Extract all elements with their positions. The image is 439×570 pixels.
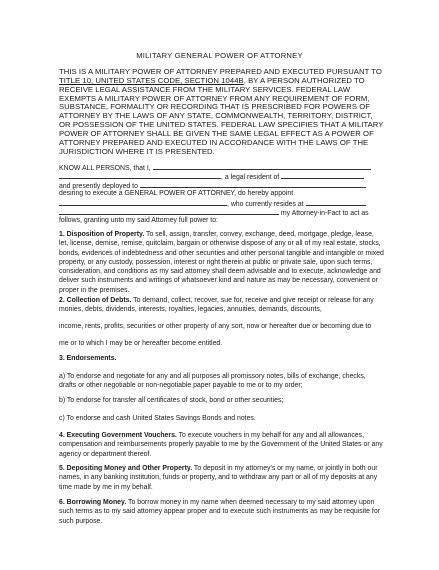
deployment-location-blank[interactable] — [140, 180, 366, 188]
know-line-2: , a legal resident of — [59, 171, 384, 182]
know-line-3: and presently deployed to — [59, 180, 384, 191]
know-line-5: , who currently resides at — [59, 198, 384, 209]
section-collection-of-debts: 2. Collection of Debts. To demand, collect, recover, sue for, receive and give receipt or release for any monies, debts, dividends, interests, royalties, legacies, annuities, demands, discounts, — [59, 297, 374, 314]
attorney-address-blank[interactable] — [306, 198, 366, 206]
section-government-vouchers: 4. Executing Government Vouchers. To execute vouchers in my behalf for any and all allowances, compensation and reimbursements properly payable to me by the Government of the United States or any agency or department thereof. — [59, 432, 383, 458]
legal-residence-blank[interactable] — [281, 171, 364, 179]
section-borrowing-money: 6. Borrowing Money. To borrow money in my name when deemed necessary to my said attorney upon such terms as to my said attorney appear proper and to execute such instruments as may be requisite for such purpose. — [59, 499, 380, 525]
section-depositing-money: 5. Depositing Money and Other Property. To deposit in my attorney's or my name, or jointly in both our names, in any banking institution, funds or property, and to withdraw any part or all of my deposits at any time made by me in my behalf. — [59, 465, 378, 491]
know-line-1: KNOW ALL PERSONS, that I, — [59, 162, 384, 173]
section-disposition-of-property: 1. Disposition of Property. To sell, assign, transfer, convey, exchange, deed, mortgage, pledge, lease, let, license, demise, remise, quitclaim, bargain or otherwise dispose of any or all of my real estate, stocks, bonds, evidences of indebtedness and other securities and other personal tangible and intangible or mixed property, or any custody, possession, interest or right therein at public or private sale, upon such terms, consideration, and conditions as my said attorney shall deem advisable and to execute, acknowledge and deliver such instruments and writings of whatsoever kind and nature as may be necessary, convenient or proper in the premises. — [59, 231, 384, 294]
know-line-4: desiring to execute a GENERAL POWER OF ATTORNEY, do hereby appoint — [59, 190, 294, 197]
principal-name-blank[interactable] — [153, 162, 371, 170]
intro-text-start: THIS IS A MILITARY POWER OF ATTORNEY PREPARED AND EXECUTED PURSUANT TO — [59, 67, 382, 76]
section-2-continuation: income, rents, profits, securities or other property of any sort, now or hereafter due or becoming due to — [59, 323, 372, 330]
intro-paragraph — [59, 68, 384, 156]
endorsement-item-a: a) To endorse and negotiate for any and all purposes all promissory notes, bills of exchange, checks, drafts or other negotiable or non-negotiable paper payable to me or to my order; — [59, 373, 366, 390]
section-2-continuation-2: me or to which I may be or hereafter become entitled. — [59, 340, 223, 347]
section-endorsements-heading: 3. Endorsements. — [59, 355, 117, 362]
document-title: MILITARY GENERAL POWER OF ATTORNEY — [136, 51, 303, 60]
intro-text-rest: , BY A PERSON AUTHORIZED TO RECEIVE LEGAL ASSISTANCE FROM THE MILITARY SERVICES. FEDERAL LAW EXEMPTS A MILITARY POWER OF ATTORNEY FROM ANY REQUIREMENT OF FORM, SUBSTANCE, FORMALITY OR RECORDING THAT IS PRESCRIBED FOR POWERS OF ATTORNEY BY THE LAWS OF ANY STATE, COMMONWEALTH, TERRITORY, DISTRICT, OR POSSESSION OF THE UNITED STATES. FEDERAL LAW SPECIFIES THAT A MILITARY POWER OF ATTORNEY SHALL BE GIVEN THE SAME LEGAL EFFECT AS A POWER OF ATTORNEY PREPARED AND EXECUTED IN ACCORDANCE WITH THE LAWS OF THE JURISDICTION WHERE IT IS PRESENTED. — [59, 75, 384, 156]
endorsement-item-b: b) To endorse for transfer all certificates of stock, bond or other securities; — [59, 397, 284, 404]
endorsement-item-c: c) To endorse and cash United States Savings Bonds and notes. — [59, 415, 256, 422]
attorney-address-cont-blank[interactable] — [59, 207, 279, 215]
know-line-6: my Attorney-in-Fact to act as — [59, 207, 384, 218]
principal-name-cont-blank[interactable] — [59, 171, 221, 179]
statute-reference: TITLE 10, UNITED STATES CODE, SECTION 1044B — [59, 75, 244, 85]
attorney-name-blank[interactable] — [59, 198, 227, 206]
know-line-7: follows, granting unto my said Attorney full power to: — [59, 217, 218, 224]
